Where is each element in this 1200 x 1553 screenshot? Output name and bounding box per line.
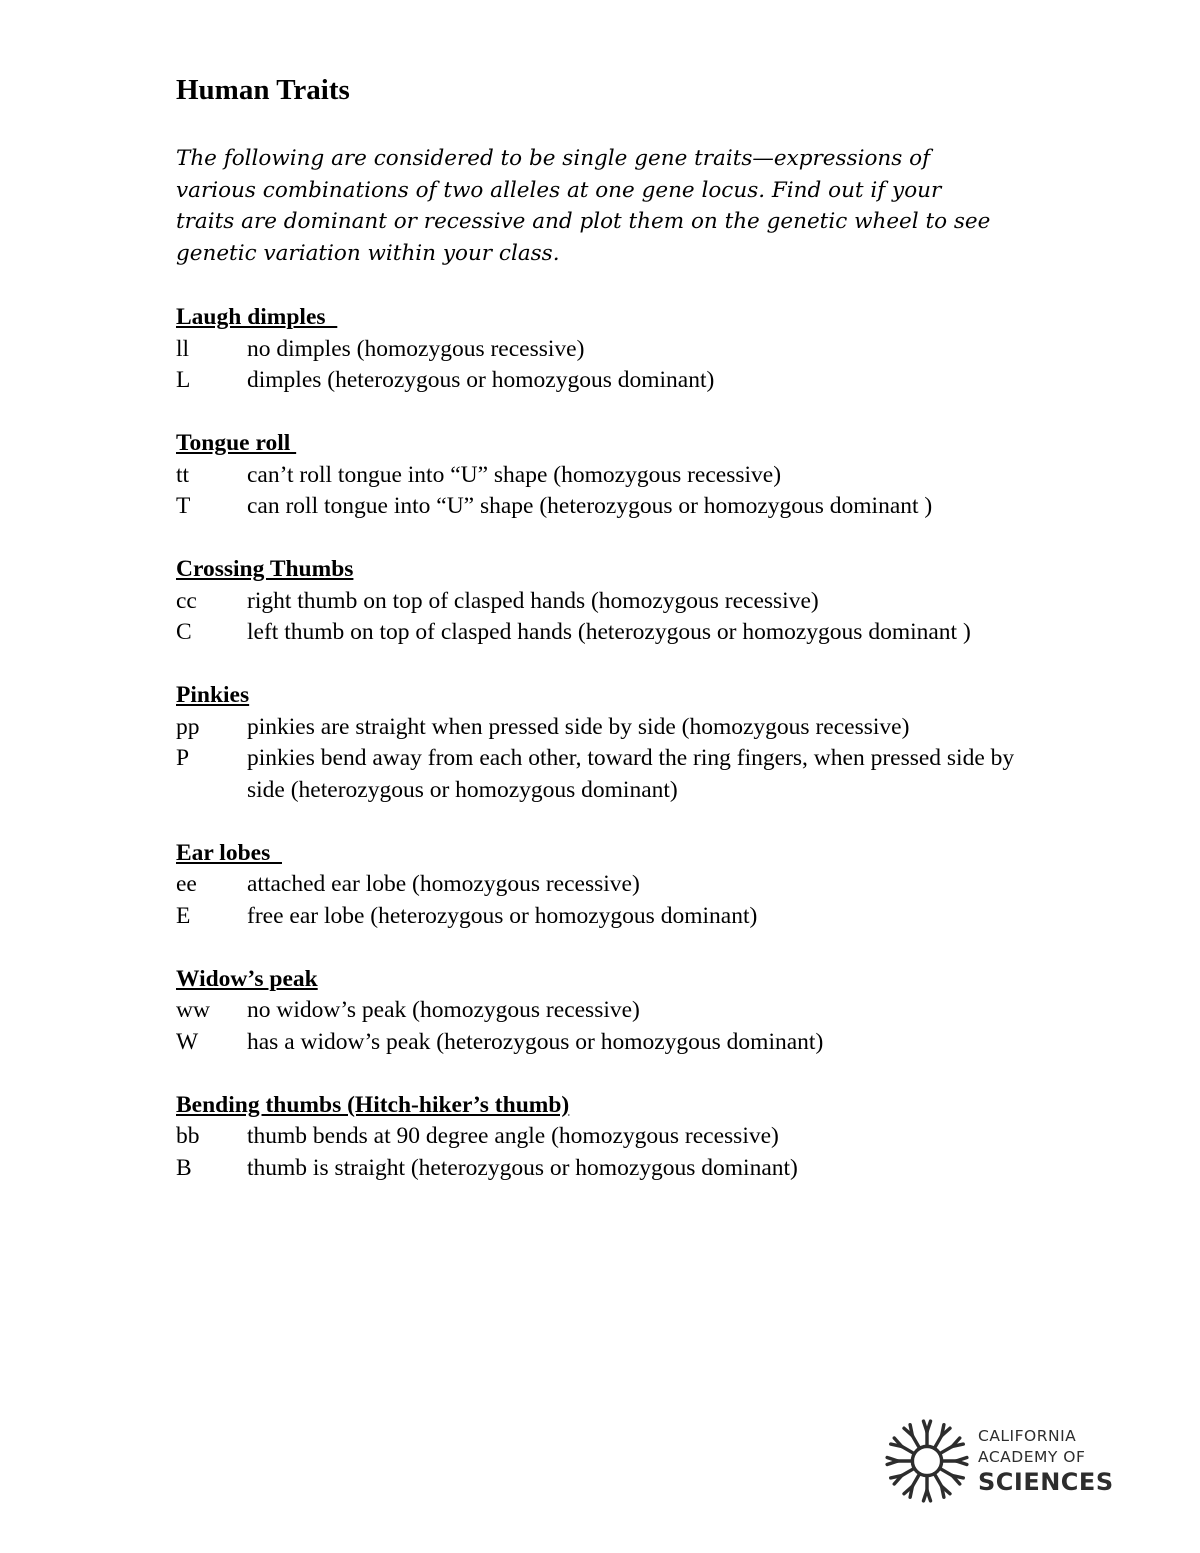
logo-line: ACADEMY OF bbox=[978, 1448, 1086, 1466]
genotype-code: ll bbox=[176, 335, 190, 362]
genotype-description: pinkies bend away from each other, toward the ring fingers, when pressed side by side (heterozygous or homozygous dominant) bbox=[247, 745, 1015, 803]
genotype-code: P bbox=[176, 745, 190, 771]
genotype-description: attached ear lobe (homozygous recessive) bbox=[247, 871, 640, 897]
genotype-code: pp bbox=[176, 713, 200, 740]
genotype-code: ee bbox=[176, 871, 197, 897]
trait-row bbox=[176, 743, 1056, 806]
genotype-description: has a widow’s peak (heterozygous or homozygous dominant) bbox=[247, 1028, 824, 1055]
genotype-description: can roll tongue into “U” shape (heterozygous or homozygous dominant ) bbox=[247, 493, 933, 519]
trait-row bbox=[176, 460, 1056, 492]
genotype-description: right thumb on top of clasped hands (homozygous recessive) bbox=[247, 587, 819, 614]
trait-laugh-dimples bbox=[176, 302, 1056, 397]
genotype-description: no widow’s peak (homozygous recessive) bbox=[247, 997, 640, 1023]
trait-row bbox=[176, 491, 1056, 523]
trait-list bbox=[176, 302, 1056, 1216]
genotype-description: left thumb on top of clasped hands (heterozygous or homozygous dominant ) bbox=[247, 619, 971, 645]
trait-heading: Tongue roll bbox=[176, 430, 297, 456]
genotype-description: thumb bends at 90 degree angle (homozygous recessive) bbox=[247, 1123, 779, 1149]
intro-line: The following are considered to be single gene traits—expressions of bbox=[176, 146, 931, 171]
trait-row bbox=[176, 365, 1056, 397]
trait-row bbox=[176, 995, 1056, 1027]
genotype-description: thumb is straight (heterozygous or homozygous dominant) bbox=[247, 1154, 798, 1181]
trait-row bbox=[176, 586, 1056, 618]
logo-line: CALIFORNIA bbox=[978, 1427, 1077, 1445]
trait-row bbox=[176, 1153, 1056, 1185]
genotype-description: dimples (heterozygous or homozygous dominant) bbox=[247, 367, 715, 393]
trait-row bbox=[176, 1027, 1056, 1059]
trait-row bbox=[176, 901, 1056, 933]
logo-wordmark bbox=[978, 1426, 1114, 1496]
trait-heading: Pinkies bbox=[176, 682, 250, 708]
trait-row bbox=[176, 617, 1056, 649]
genotype-code: T bbox=[176, 493, 191, 519]
trait-heading: Ear lobes bbox=[176, 839, 282, 866]
trait-row bbox=[176, 1121, 1056, 1153]
genotype-code: bb bbox=[176, 1123, 200, 1149]
genotype-code: ww bbox=[176, 997, 210, 1023]
trait-pinkies bbox=[176, 680, 1056, 806]
logo-line: SCIENCES bbox=[978, 1468, 1114, 1496]
genotype-code: B bbox=[176, 1154, 192, 1181]
genotype-code: tt bbox=[176, 461, 190, 488]
intro-line: traits are dominant or recessive and plot them on the genetic wheel to see bbox=[176, 209, 991, 234]
trait-row bbox=[176, 334, 1056, 366]
trait-heading: Widow’s peak bbox=[176, 965, 318, 992]
trait-widows-peak bbox=[176, 964, 1056, 1059]
trait-bending-thumbs bbox=[176, 1090, 1056, 1185]
trait-crossing-thumbs bbox=[176, 554, 1056, 649]
genotype-code: cc bbox=[176, 587, 197, 614]
trait-row bbox=[176, 869, 1056, 901]
genotype-description: can’t roll tongue into “U” shape (homozygous recessive) bbox=[247, 461, 782, 488]
intro-line: genetic variation within your class. bbox=[176, 240, 560, 266]
genotype-code: E bbox=[176, 902, 191, 929]
academy-logo bbox=[884, 1416, 1114, 1506]
academy-starburst-logo-icon bbox=[884, 1418, 970, 1504]
genotype-code: W bbox=[176, 1028, 199, 1055]
intro-paragraph bbox=[176, 143, 1016, 269]
intro-line: various combinations of two alleles at one gene locus. Find out if your bbox=[176, 177, 942, 203]
trait-tongue-roll bbox=[176, 428, 1056, 523]
genotype-description: pinkies are straight when pressed side by side (homozygous recessive) bbox=[247, 713, 910, 740]
trait-heading: Bending thumbs (Hitch-hiker’s thumb) bbox=[176, 1091, 570, 1118]
trait-heading: Laugh dimples bbox=[176, 304, 338, 330]
trait-heading: Crossing Thumbs bbox=[176, 556, 354, 582]
genotype-description: free ear lobe (heterozygous or homozygous dominant) bbox=[247, 902, 758, 929]
genotype-code: C bbox=[176, 619, 192, 645]
genotype-code: L bbox=[176, 367, 191, 393]
trait-ear-lobes bbox=[176, 838, 1056, 933]
trait-row bbox=[176, 712, 1056, 744]
genotype-description: no dimples (homozygous recessive) bbox=[247, 335, 585, 362]
page-title: Human Traits bbox=[176, 74, 350, 106]
